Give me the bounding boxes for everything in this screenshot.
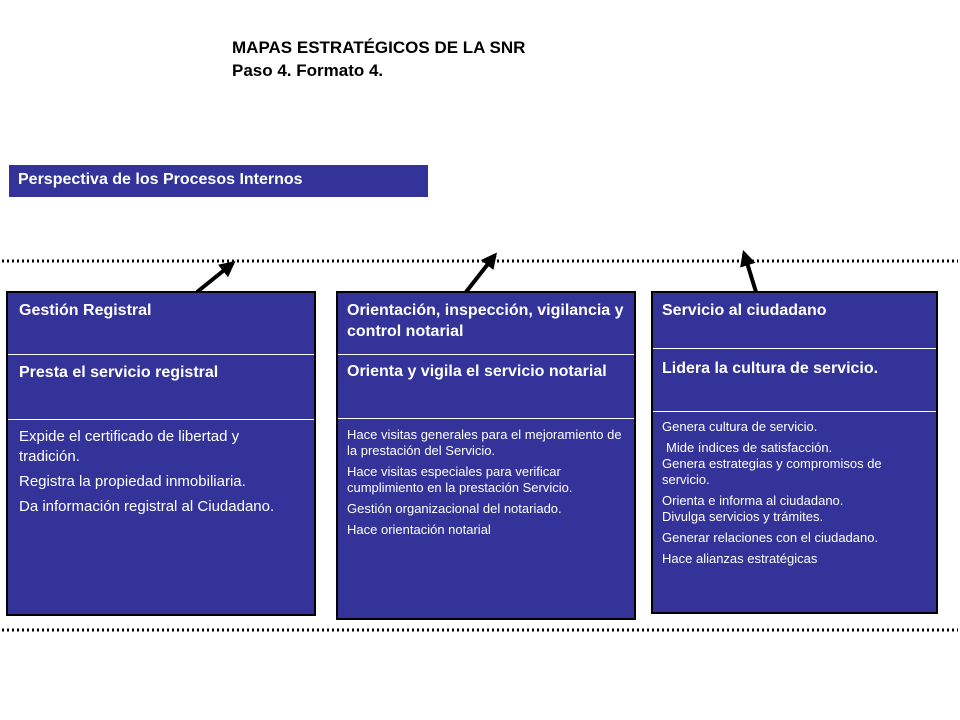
card-title: Servicio al ciudadano — [662, 302, 827, 319]
card-body — [8, 419, 314, 614]
arrow-orientacion-notarial — [466, 255, 495, 292]
card-body — [653, 411, 936, 612]
arrow-servicio-ciudadano — [744, 253, 756, 292]
perspective-label: Perspectiva de los Procesos Internos — [9, 165, 428, 197]
card-gestion-registral — [6, 291, 316, 616]
card-subtitle: Lidera la cultura de servicio. — [653, 348, 936, 411]
body-line: Gestión organizacional del notariado. — [347, 501, 562, 516]
body-line: Genera estrategias y compromisos de servicio. — [662, 456, 882, 487]
body-line: Da información registral al Ciudadano. — [19, 498, 275, 515]
body-line: Genera cultura de servicio. — [662, 419, 818, 434]
body-line: Hace visitas especiales para verificar cumplimiento en la prestación Servicio. — [347, 464, 573, 495]
card-servicio-ciudadano — [651, 291, 938, 614]
card-subtitle: Presta el servicio registral — [8, 354, 314, 419]
body-line: Generar relaciones con el ciudadano. — [662, 530, 879, 545]
body-line: Divulga servicios y trámites. — [662, 509, 824, 524]
body-line: Mide índices de satisfacción. — [666, 440, 833, 455]
body-line: Hace visitas generales para el mejoramiento de la prestación del Servicio. — [347, 427, 622, 458]
body-line: Hace orientación notarial — [347, 522, 491, 537]
title-line-2: Paso 4. Formato 4. — [232, 61, 384, 80]
card-orientacion-notarial — [336, 291, 636, 620]
card-title: Orientación, inspección, vigilancia y control notarial — [347, 302, 624, 340]
body-line: Hace alianzas estratégicas — [662, 551, 818, 566]
arrow-gestion-registral — [197, 263, 233, 292]
card-body — [338, 418, 634, 618]
card-subtitle: Orienta y vigila el servicio notarial — [338, 354, 634, 418]
body-line: Expide el certificado de libertad y tradición. — [19, 428, 240, 465]
card-title: Gestión Registral — [19, 302, 152, 319]
body-line: Orienta e informa al ciudadano. — [662, 493, 844, 508]
body-line: Registra la propiedad inmobiliaria. — [19, 473, 246, 490]
title-line-1: MAPAS ESTRATÉGICOS DE LA SNR — [232, 38, 526, 57]
